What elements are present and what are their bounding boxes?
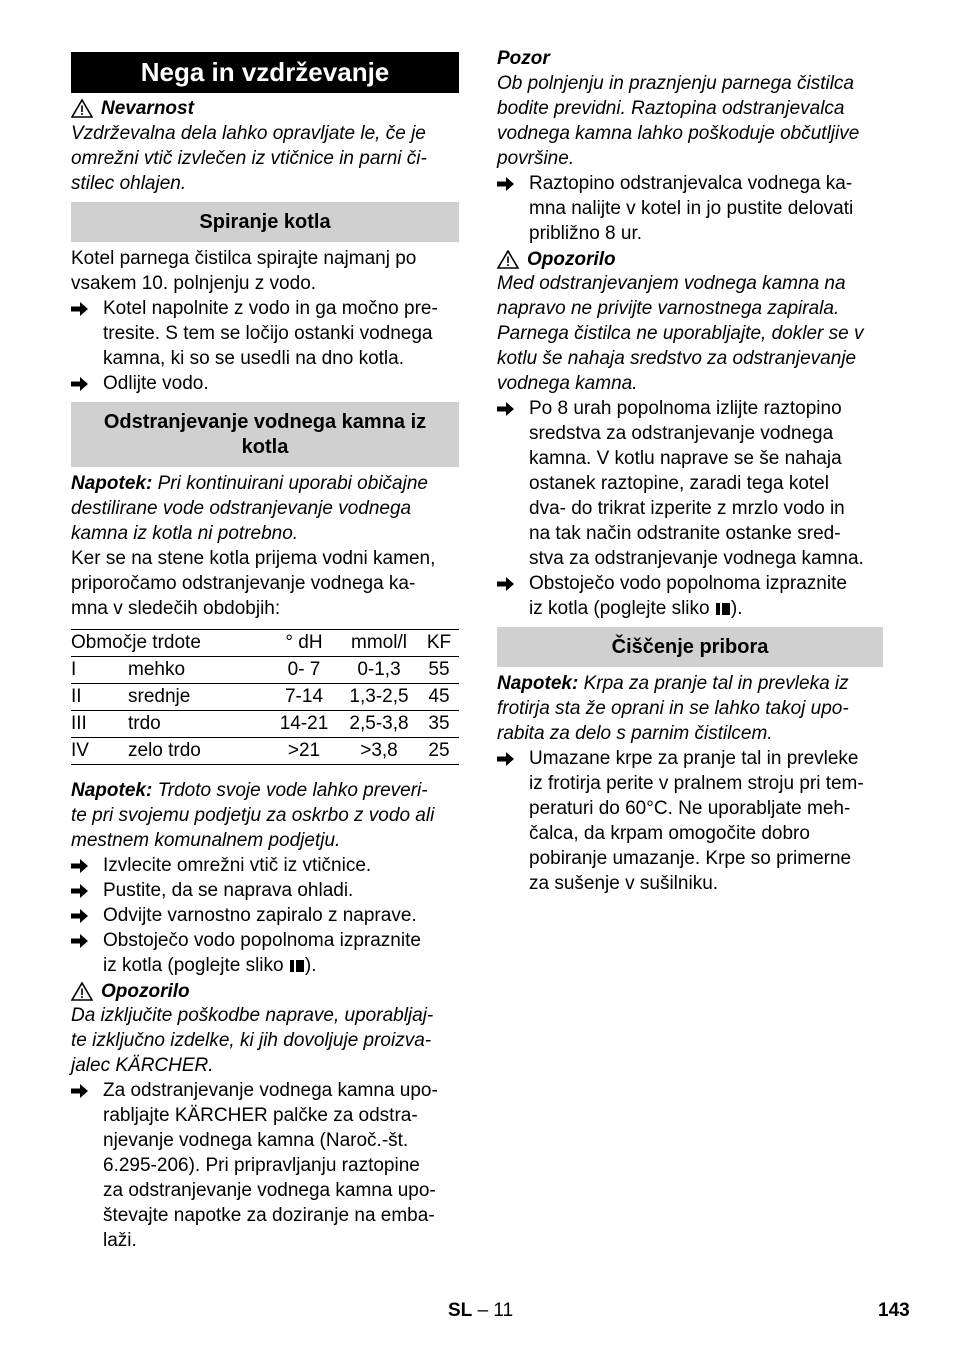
text-line: vodnega kamna lahko poškoduje občutljive [497,123,860,144]
arrow-right-icon [71,371,93,396]
text-line: površine. [497,148,575,169]
arrow-right-icon [497,571,519,596]
footer-page-ref [448,1298,513,1323]
text-line: Kotel parnega čistilca spirajte najmanj po [71,248,417,269]
table-cell: >21 [287,740,321,761]
table-row [71,684,459,711]
instruction-step [71,371,459,396]
warning-text [497,271,863,396]
text-line: peraturi do 60°C. Ne uporabljate meh- [529,798,851,819]
table-row [71,657,459,684]
text-line: omrežni vtič izvlečen iz vtičnice in parni či- [71,148,427,169]
figure-reference-icon [290,960,304,972]
text-line: kamna iz kotla ni potrebno. [71,523,299,544]
table-row [71,738,459,765]
warning-label: Opozorilo [101,981,190,1002]
instruction-step [71,296,459,371]
text-line: ). [730,598,743,619]
text-line: mestnem komunalnem podjetju. [71,830,341,851]
table-cell: >3,8 [360,740,398,761]
danger-label: Nevarnost [101,98,194,119]
text-line: destilirane vode odstranjevanje vodnega [71,498,412,519]
footer-local-page: – 11 [477,1300,514,1321]
section-heading-rinsing: Spiranje kotla [71,202,459,242]
text-line: Po 8 urah popolnoma izlijte raztopino [529,398,842,419]
text-line: te izključno izdelke, ki jih dovoljuje proizva- [71,1030,432,1051]
warning-heading [71,979,190,1004]
warning-heading [497,247,616,272]
text-line: Vzdrževalna dela lahko opravljate le, če je [71,123,426,144]
text-line: za odstranjevanje vodnega kamna upo- [103,1180,436,1201]
arrow-right-icon [71,903,93,928]
note-distilled-water [71,471,459,546]
text-line: čalca, da krpam omogočite dobro [529,823,810,844]
text-line: frotirja sta že oprani in se lahko takoj upo- [497,698,849,719]
table-cell: 0-1,3 [357,659,401,680]
warning-triangle-icon [71,99,93,118]
section-heading-descaling [71,402,459,467]
table-cell: I [71,659,77,680]
table-cell: srednje [128,686,191,707]
table-cell: 1,3-2,5 [349,686,409,707]
warning-label: Opozorilo [527,249,616,270]
text-line: Odvijte varnostno zapiralo z naprave. [103,905,417,926]
footer-language: SL [448,1300,473,1321]
rinsing-intro [71,246,416,296]
text-line: pobiranje umazanje. Krpe so primerne [529,848,852,869]
arrow-right-icon [71,853,93,878]
warning-triangle-icon [497,250,519,269]
table-header: mmol/l [351,632,407,653]
text-line: kamna. V kotlu naprave se še nahaja [529,448,842,469]
text-line: Krpa za pranje tal in prevleka iz [578,673,849,694]
table-cell: mehko [128,659,186,680]
arrow-right-icon [71,296,93,321]
text-line: iz kotla (poglejte sliko [529,598,710,619]
page-title: Nega in vzdrževanje [71,52,459,93]
text-line: ). [304,955,317,976]
hardness-table [71,629,459,765]
arrow-right-icon [71,928,93,953]
text-line: stilec ohlajen. [71,173,187,194]
arrow-right-icon [71,878,93,903]
text-line: Ker se na stene kotla prijema vodni kamen, [71,548,436,569]
text-line: Za odstranjevanje vodnega kamna upo- [103,1080,438,1101]
table-cell: 55 [428,659,450,680]
table-cell: trdo [128,713,161,734]
text-line: sredstva za odstranjevanje vodnega [529,423,834,444]
instruction-step [497,171,883,246]
text-line: te pri svojemu podjetju za oskrbo z vodo ali [71,805,435,826]
text-line: ostanek raztopine, zaradi tega kotel [529,473,829,494]
text-line: Izvlecite omrežni vtič iz vtičnice. [103,855,372,876]
text-line: kamna, ki so se usedli na dno kotla. [103,348,405,369]
instruction-step [71,878,459,903]
text-line: jalec KÄRCHER. [71,1055,214,1076]
text-line: Umazane krpe za pranje tal in prevleke [529,748,859,769]
text-line: tresite. S tem se ločijo ostanki vodnega [103,323,433,344]
text-line: napravo ne privijte varnostnega zapirala. [497,298,840,319]
text-line: števajte napotke za doziranje na emba- [103,1205,435,1226]
table-cell: zelo trdo [128,740,201,761]
note-water-hardness [71,778,459,853]
table-cell: 25 [428,740,450,761]
text-line: mna v sledečih obdobjih: [71,598,281,619]
text-line: stva za odstranjevanje vodnega kamna. [529,548,864,569]
text-line: Odlijte vodo. [103,373,209,394]
table-header: KF [426,632,452,653]
arrow-right-icon [497,746,519,771]
text-line: Ob polnjenju in praznjenju parnega čistilca [497,73,855,94]
text-line: Med odstranjevanjem vodnega kamna na [497,273,846,294]
instruction-step [71,1078,459,1253]
text-line: za sušenje v sušilniku. [529,873,719,894]
text-line: bodite previdni. Raztopina odstranjevalca [497,98,845,119]
text-line: vsakem 10. polnjenju z vodo. [71,273,317,294]
text-line: kotla [241,435,289,458]
arrow-right-icon [497,171,519,196]
warning-text [71,1003,433,1078]
text-line: Pustite, da se naprava ohladi. [103,880,354,901]
text-line: 6.295-206). Pri pripravljanju raztopine [103,1155,420,1176]
text-line: Pri kontinuirani uporabi običajne [152,473,428,494]
text-line: Obstoječo vodo popolnoma izpraznite [103,930,421,951]
instruction-step [71,903,459,928]
text-line: Odstranjevanje vodnega kamna iz [103,410,427,433]
text-line: priporočamo odstranjevanje vodnega ka- [71,573,416,594]
text-line: iz kotla (poglejte sliko [103,955,284,976]
text-line: rabljajte KÄRCHER palčke za odstra- [103,1105,418,1126]
text-line: mna nalijte v kotel in jo pustite delovati [529,198,854,219]
table-header-row [71,630,459,657]
danger-heading [71,96,194,121]
text-line: iz frotirja perite v pralnem stroju pri tem- [529,773,864,794]
instruction-step [497,396,883,571]
instruction-step [497,746,883,896]
figure-reference-icon [716,603,730,615]
note-cloths [497,671,883,746]
note-label: Napotek: [71,780,153,801]
text-line: Kotel napolnite z vodo in ga močno pre- [103,298,438,319]
instruction-step [497,571,883,621]
table-cell: 45 [428,686,450,707]
caution-text [497,71,859,171]
arrow-right-icon [497,396,519,421]
table-header: ° dH [285,632,323,653]
text-line: približno 8 ur. [529,223,643,244]
warning-triangle-icon [71,982,93,1001]
instruction-step [71,853,459,878]
table-cell: 14-21 [279,713,329,734]
table-cell: 0- 7 [287,659,321,680]
table-cell: 7-14 [284,686,324,707]
table-row [71,711,459,738]
text-line: Obstoječo vodo popolnoma izpraznite [529,573,847,594]
arrow-right-icon [71,1078,93,1103]
page-number: 143 [878,1300,910,1321]
note-label: Napotek: [497,673,579,694]
text-line: Trdoto svoje vode lahko preveri- [152,780,428,801]
table-cell: 2,5-3,8 [349,713,409,734]
section-heading-accessories: Čiščenje pribora [497,627,883,667]
note-label: Napotek: [71,473,153,494]
text-line: vodnega kamna. [497,373,638,394]
table-cell: III [71,713,87,734]
table-cell: IV [71,740,89,761]
text-line: njevanje vodnega kamna (Naroč.-št. [103,1130,409,1151]
danger-text [71,121,427,196]
caution-label: Pozor [497,48,550,69]
text-line: rabita za delo s parnim čistilcem. [497,723,773,744]
text-line: laži. [103,1230,137,1251]
text-line: kotlu še nahaja sredstvo za odstranjevanje [497,348,857,369]
text-line: Parnega čistilca ne uporabljajte, dokler se v [497,323,864,344]
text-line: Da izključite poškodbe naprave, uporabljaj- [71,1005,434,1026]
descaling-intro [71,546,435,621]
instruction-step [71,928,459,978]
text-line: na tak način odstranite ostanke sred- [529,523,841,544]
table-header: Območje trdote [71,632,201,653]
text-line: dva- do trikrat izperite z mrzlo vodo in [529,498,845,519]
text-line: Raztopino odstranjevalca vodnega ka- [529,173,853,194]
table-cell: 35 [428,713,450,734]
table-cell: II [71,686,82,707]
